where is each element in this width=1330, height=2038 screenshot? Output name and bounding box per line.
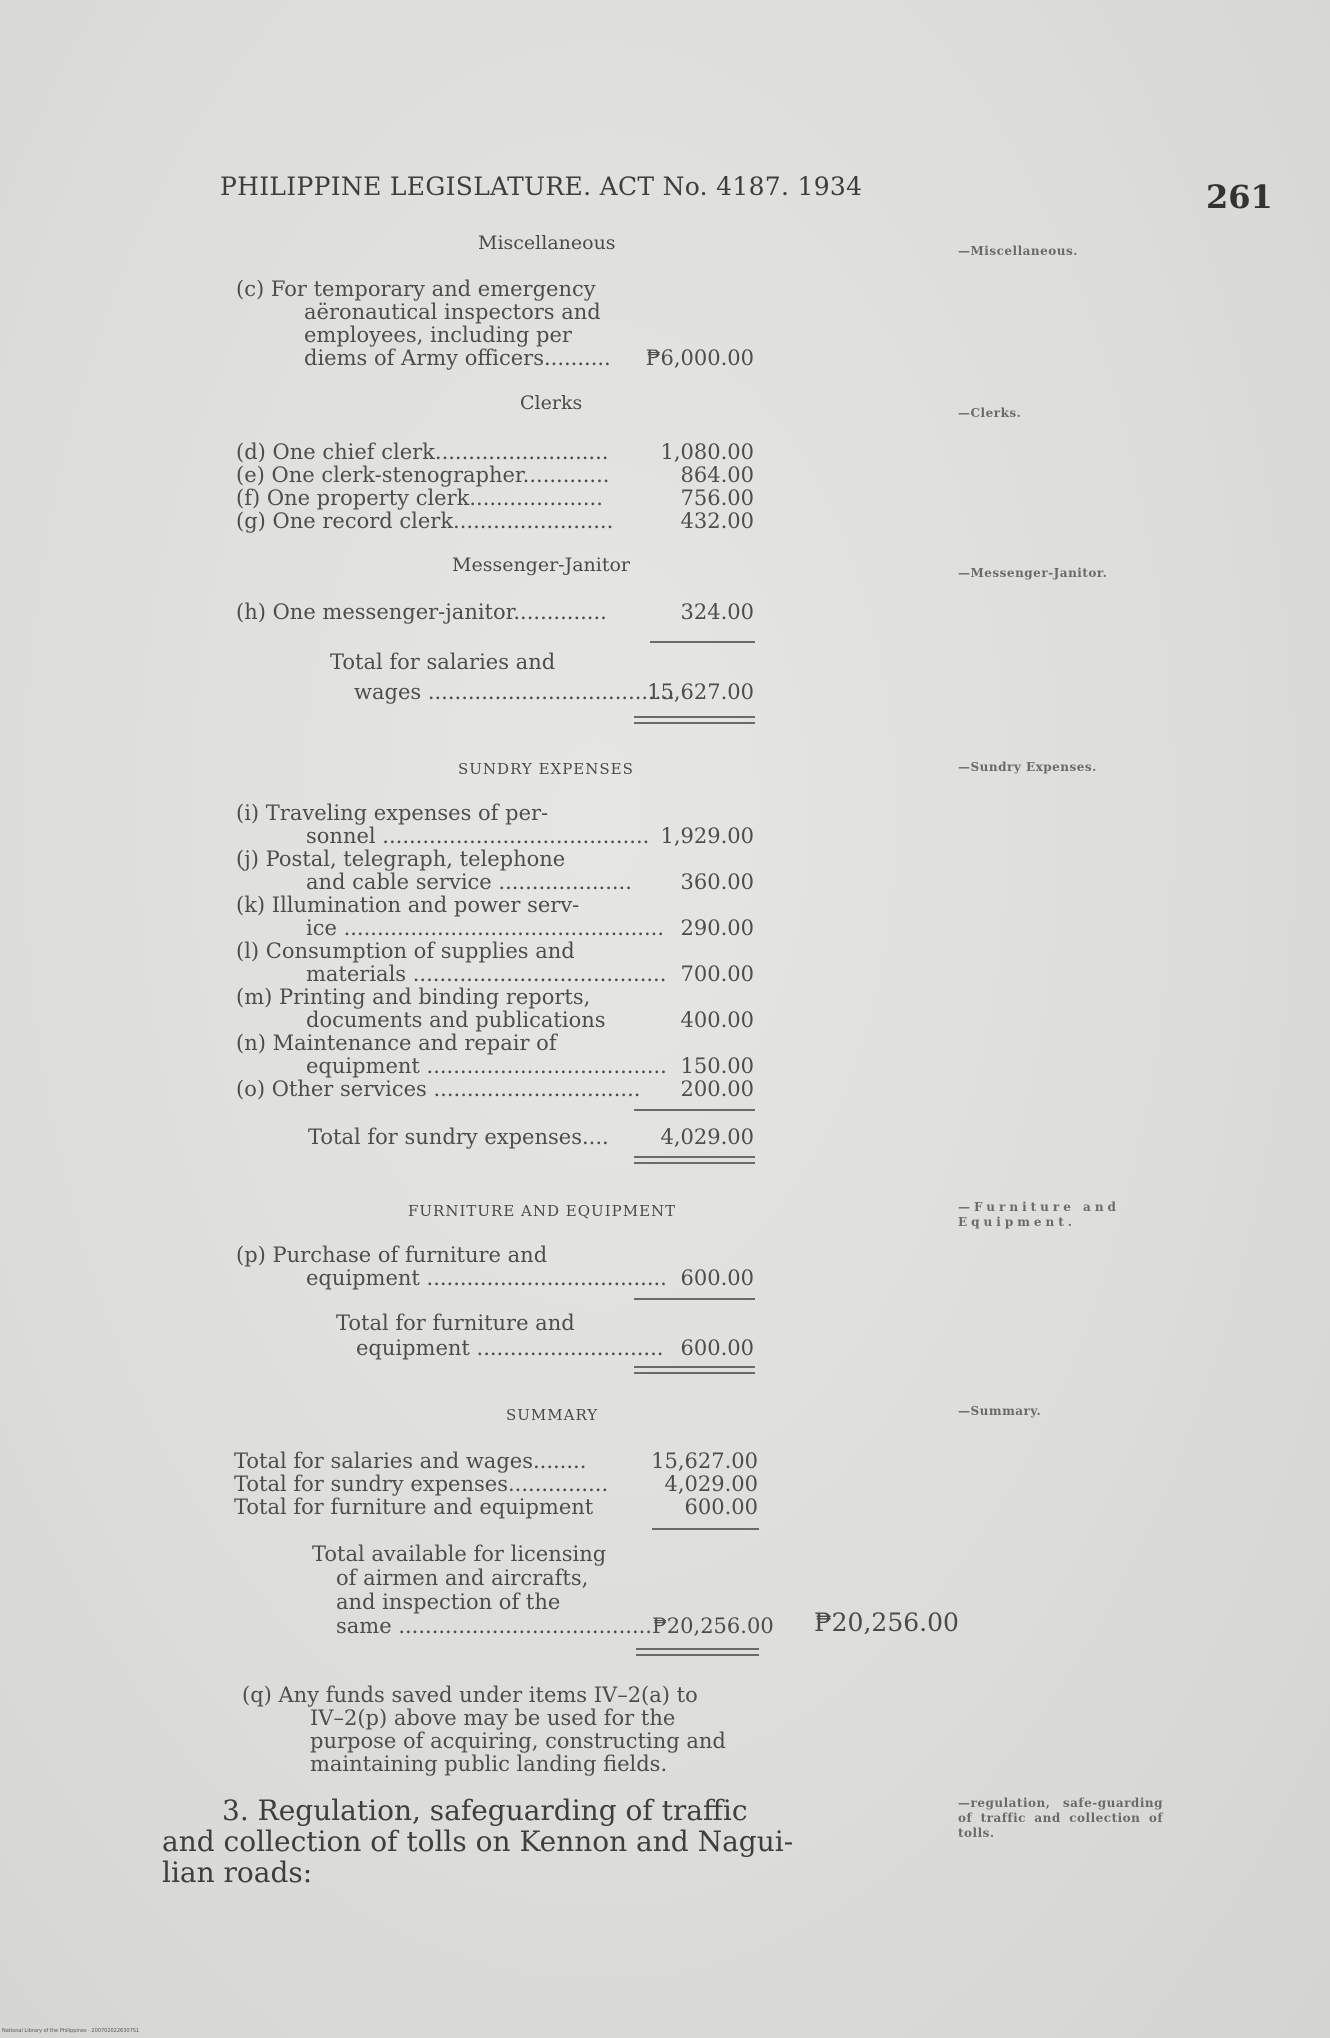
item-l-amount: 700.00 — [680, 962, 754, 986]
section-heading-miscellaneous: Miscellaneous — [478, 232, 616, 254]
item-g-amount: 432.00 — [680, 509, 754, 533]
item-i-amount: 1,929.00 — [660, 824, 754, 848]
item-j-line-1: (j) Postal, telegraph, telephone — [236, 847, 566, 871]
double-rule-bottom — [636, 1654, 759, 1656]
item-p-line-1: (p) Purchase of furniture and — [236, 1243, 548, 1267]
item-i-line-1: (i) Traveling expenses of per- — [236, 801, 549, 825]
item-o-label: (o) Other services ............................... — [236, 1077, 641, 1101]
total-salaries-amount: 15,627.00 — [647, 680, 754, 704]
item-k-amount: 290.00 — [680, 916, 754, 940]
item-k-line-1: (k) Illumination and power serv- — [236, 893, 580, 917]
total-salaries-line-1: Total for salaries and — [330, 650, 556, 674]
section-heading-furniture: FURNITURE AND EQUIPMENT — [408, 1202, 677, 1220]
total-furniture-line-2: equipment ............................ — [356, 1336, 664, 1360]
item-e-label: (e) One clerk-stenographer............. — [236, 463, 610, 487]
item-l-line-2: materials ...................................... — [306, 962, 667, 986]
scan-footer: National Library of the Philippines · 2007020226307S1 — [2, 2028, 140, 2034]
item-f-amount: 756.00 — [680, 486, 754, 510]
item-i-line-2: sonnel ........................................ — [306, 824, 650, 848]
rule — [634, 1109, 755, 1111]
item-f-label: (f) One property clerk.................... — [236, 486, 603, 510]
section-3-line-1: 3. Regulation, safeguarding of traffic — [222, 1794, 748, 1827]
item-n-line-2: equipment .................................... — [306, 1054, 667, 1078]
item-l-line-1: (l) Consumption of supplies and — [236, 939, 575, 963]
item-d-label: (d) One chief clerk.......................... — [236, 440, 609, 464]
item-c-line-3: employees, including per — [304, 323, 572, 347]
double-rule-top — [636, 1648, 759, 1650]
double-rule-bottom — [634, 1162, 755, 1164]
item-c-line-4: diems of Army officers.......... — [304, 346, 611, 370]
section-heading-sundry: SUNDRY EXPENSES — [458, 760, 634, 778]
item-m-line-1: (m) Printing and binding reports, — [236, 985, 591, 1009]
side-note-clerks: —Clerks. — [958, 406, 1022, 420]
item-q-line-2: IV–2(p) above may be used for the — [310, 1706, 676, 1730]
side-note-summary: —Summary. — [958, 1404, 1042, 1418]
item-c-amount: ₱6,000.00 — [645, 346, 754, 370]
item-n-line-1: (n) Maintenance and repair of — [236, 1031, 557, 1055]
item-j-line-2: and cable service .................... — [306, 870, 632, 894]
summary-row-salaries: Total for salaries and wages........ — [234, 1449, 587, 1473]
side-note-miscellaneous: —Miscellaneous. — [958, 244, 1078, 258]
grand-total-line-3: and inspection of the — [336, 1590, 561, 1614]
section-heading-clerks: Clerks — [520, 392, 583, 414]
item-h-amount: 324.00 — [680, 600, 754, 624]
item-p-amount: 600.00 — [680, 1266, 754, 1290]
total-sundry-label: Total for sundry expenses.... — [308, 1125, 609, 1149]
summary-row-sundry: Total for sundry expenses............... — [234, 1472, 609, 1496]
summary-amount-salaries: 15,627.00 — [651, 1449, 758, 1473]
section-3-line-3: lian roads: — [162, 1856, 313, 1889]
total-furniture-amount: 600.00 — [680, 1336, 754, 1360]
grand-total-column-amount: ₱20,256.00 — [814, 1608, 959, 1637]
rule — [634, 1298, 755, 1300]
item-h-label: (h) One messenger-janitor.............. — [236, 600, 607, 624]
total-salaries-line-2: wages ..................................... — [354, 680, 675, 704]
double-rule-top — [634, 716, 755, 718]
item-j-amount: 360.00 — [680, 870, 754, 894]
item-e-amount: 864.00 — [680, 463, 754, 487]
item-c-line-1: (c) For temporary and emergency — [236, 277, 596, 301]
item-p-line-2: equipment .................................... — [306, 1266, 667, 1290]
rule — [652, 1528, 759, 1530]
item-n-amount: 150.00 — [680, 1054, 754, 1078]
total-furniture-line-1: Total for furniture and — [336, 1311, 575, 1335]
section-heading-messenger-janitor: Messenger-Janitor — [452, 554, 631, 576]
side-note-furniture: —Furniture and Equipment. — [958, 1200, 1120, 1229]
item-o-amount: 200.00 — [680, 1077, 754, 1101]
rule — [650, 641, 755, 643]
section-heading-summary: SUMMARY — [506, 1406, 599, 1424]
item-q-line-1: (q) Any funds saved under items IV–2(a) to — [242, 1683, 698, 1707]
item-c-line-2: aëronautical inspectors and — [304, 300, 601, 324]
total-sundry-amount: 4,029.00 — [660, 1125, 754, 1149]
double-rule-top — [634, 1366, 755, 1368]
side-note-sundry: —Sundry Expenses. — [958, 760, 1097, 774]
item-d-amount: 1,080.00 — [660, 440, 754, 464]
item-g-label: (g) One record clerk........................ — [236, 509, 614, 533]
summary-amount-sundry: 4,029.00 — [664, 1472, 758, 1496]
running-title: PHILIPPINE LEGISLATURE. ACT No. 4187. 1934 — [220, 172, 863, 201]
item-q-line-4: maintaining public landing fields. — [310, 1752, 668, 1776]
side-note-messenger-janitor: —Messenger-Janitor. — [958, 566, 1108, 580]
section-3-line-2: and collection of tolls on Kennon and Nagui- — [162, 1825, 794, 1858]
item-m-amount: 400.00 — [680, 1008, 754, 1032]
item-k-line-2: ice ................................................ — [306, 916, 664, 940]
grand-total-line-2: of airmen and aircrafts, — [336, 1566, 589, 1590]
grand-total-line-4: same ......................................₱20,256.00 — [336, 1614, 774, 1638]
grand-total-line-1: Total available for licensing — [312, 1542, 607, 1566]
page-number: 261 — [1206, 178, 1273, 216]
double-rule-bottom — [634, 1372, 755, 1374]
item-m-line-2: documents and publications — [306, 1008, 606, 1032]
summary-amount-furniture: 600.00 — [684, 1495, 758, 1519]
side-note-section-3: —regulation, safe-guarding of traffic and collection of tolls. — [958, 1796, 1163, 1840]
item-q-line-3: purpose of acquiring, constructing and — [310, 1729, 726, 1753]
summary-row-furniture: Total for furniture and equipment — [234, 1495, 594, 1519]
double-rule-top — [634, 1156, 755, 1158]
double-rule-bottom — [634, 722, 755, 724]
